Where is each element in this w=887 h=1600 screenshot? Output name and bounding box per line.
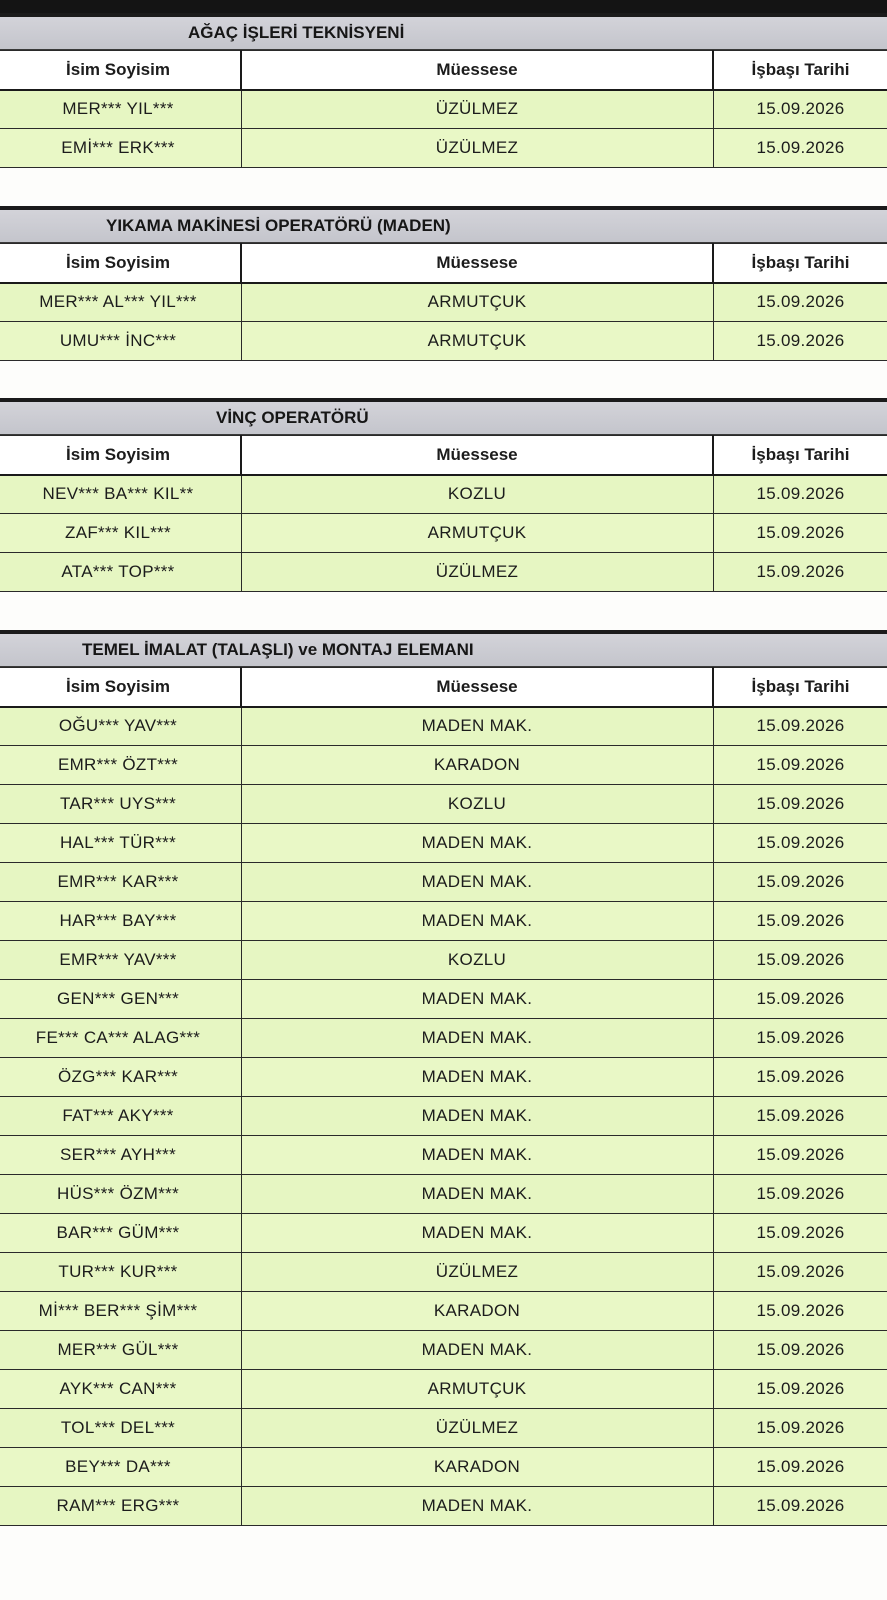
cell-name: ÖZG*** KAR*** xyxy=(0,1058,241,1097)
cell-institution: ÜZÜLMEZ xyxy=(241,129,713,168)
cell-name: ZAF*** KIL*** xyxy=(0,514,241,553)
cell-institution: MADEN MAK. xyxy=(241,980,713,1019)
cell-date: 15.09.2026 xyxy=(713,1448,887,1487)
table-row xyxy=(0,902,887,941)
header-start-date: İşbaşı Tarihi xyxy=(713,436,887,475)
section-title xyxy=(0,206,887,243)
cell-institution: MADEN MAK. xyxy=(241,1019,713,1058)
cell-date: 15.09.2026 xyxy=(713,322,887,361)
personnel-table xyxy=(0,50,887,168)
header-institution: Müessese xyxy=(241,51,713,90)
table-row xyxy=(0,1097,887,1136)
cell-institution: ARMUTÇUK xyxy=(241,1370,713,1409)
table-header-row xyxy=(0,436,887,475)
table-row xyxy=(0,514,887,553)
cell-institution: ÜZÜLMEZ xyxy=(241,553,713,592)
table-row xyxy=(0,1409,887,1448)
section-agac-isleri xyxy=(0,13,887,168)
table-row xyxy=(0,1175,887,1214)
table-header-row xyxy=(0,51,887,90)
table-row xyxy=(0,707,887,746)
cell-name: GEN*** GEN*** xyxy=(0,980,241,1019)
table-row xyxy=(0,785,887,824)
cell-institution: KOZLU xyxy=(241,941,713,980)
personnel-table xyxy=(0,243,887,361)
header-start-date: İşbaşı Tarihi xyxy=(713,51,887,90)
section-title xyxy=(0,398,887,435)
cell-date: 15.09.2026 xyxy=(713,707,887,746)
table-row xyxy=(0,129,887,168)
table-header-row xyxy=(0,244,887,283)
cell-name: EMR*** ÖZT*** xyxy=(0,746,241,785)
cell-name: MER*** YIL*** xyxy=(0,90,241,129)
cell-institution: MADEN MAK. xyxy=(241,1331,713,1370)
cell-institution: ÜZÜLMEZ xyxy=(241,1409,713,1448)
table-row xyxy=(0,1136,887,1175)
cell-name: HAR*** BAY*** xyxy=(0,902,241,941)
table-row xyxy=(0,553,887,592)
header-institution: Müessese xyxy=(241,668,713,707)
cell-name: EMİ*** ERK*** xyxy=(0,129,241,168)
section-yikama-makinesi xyxy=(0,206,887,361)
cell-name: ATA*** TOP*** xyxy=(0,553,241,592)
header-start-date: İşbaşı Tarihi xyxy=(713,668,887,707)
cell-name: MER*** GÜL*** xyxy=(0,1331,241,1370)
table-row xyxy=(0,1370,887,1409)
cell-date: 15.09.2026 xyxy=(713,1331,887,1370)
table-row xyxy=(0,283,887,322)
cell-name: BEY*** DA*** xyxy=(0,1448,241,1487)
cell-name: EMR*** KAR*** xyxy=(0,863,241,902)
cell-institution: MADEN MAK. xyxy=(241,1058,713,1097)
cell-name: TOL*** DEL*** xyxy=(0,1409,241,1448)
cell-institution: MADEN MAK. xyxy=(241,824,713,863)
cell-name: Mİ*** BER*** ŞİM*** xyxy=(0,1292,241,1331)
section-vinc-operatoru xyxy=(0,398,887,592)
table-row xyxy=(0,824,887,863)
header-institution: Müessese xyxy=(241,244,713,283)
cell-name: AYK*** CAN*** xyxy=(0,1370,241,1409)
cell-date: 15.09.2026 xyxy=(713,1292,887,1331)
cell-date: 15.09.2026 xyxy=(713,902,887,941)
cell-institution: ÜZÜLMEZ xyxy=(241,1253,713,1292)
cell-date: 15.09.2026 xyxy=(713,746,887,785)
header-name: İsim Soyisim xyxy=(0,668,241,707)
section-title-text: TEMEL İMALAT (TALAŞLI) ve MONTAJ ELEMANI xyxy=(82,640,474,659)
cell-date: 15.09.2026 xyxy=(713,1175,887,1214)
table-row xyxy=(0,1292,887,1331)
section-title-text: AĞAÇ İŞLERİ TEKNİSYENİ xyxy=(188,23,405,42)
cell-name: HAL*** TÜR*** xyxy=(0,824,241,863)
cell-name: TUR*** KUR*** xyxy=(0,1253,241,1292)
cell-name: OĞU*** YAV*** xyxy=(0,707,241,746)
table-row xyxy=(0,1487,887,1526)
cell-institution: MADEN MAK. xyxy=(241,1487,713,1526)
personnel-table xyxy=(0,435,887,592)
cell-date: 15.09.2026 xyxy=(713,1370,887,1409)
section-title xyxy=(0,630,887,667)
table-row xyxy=(0,322,887,361)
cell-institution: MADEN MAK. xyxy=(241,1214,713,1253)
scan-top-edge xyxy=(0,0,887,13)
cell-name: BAR*** GÜM*** xyxy=(0,1214,241,1253)
cell-date: 15.09.2026 xyxy=(713,129,887,168)
cell-name: FAT*** AKY*** xyxy=(0,1097,241,1136)
section-title-text: VİNÇ OPERATÖRÜ xyxy=(216,408,369,427)
section-title-text: YIKAMA MAKİNESİ OPERATÖRÜ (MADEN) xyxy=(106,216,451,235)
table-row xyxy=(0,1448,887,1487)
table-row xyxy=(0,1214,887,1253)
cell-institution: MADEN MAK. xyxy=(241,1175,713,1214)
cell-date: 15.09.2026 xyxy=(713,824,887,863)
table-row xyxy=(0,90,887,129)
cell-institution: KARADON xyxy=(241,1448,713,1487)
cell-institution: KOZLU xyxy=(241,475,713,514)
section-title xyxy=(0,13,887,50)
cell-institution: MADEN MAK. xyxy=(241,1136,713,1175)
cell-name: EMR*** YAV*** xyxy=(0,941,241,980)
cell-date: 15.09.2026 xyxy=(713,1487,887,1526)
cell-date: 15.09.2026 xyxy=(713,514,887,553)
cell-date: 15.09.2026 xyxy=(713,1097,887,1136)
cell-date: 15.09.2026 xyxy=(713,1409,887,1448)
cell-date: 15.09.2026 xyxy=(713,1136,887,1175)
table-row xyxy=(0,863,887,902)
header-name: İsim Soyisim xyxy=(0,51,241,90)
table-row xyxy=(0,746,887,785)
cell-institution: MADEN MAK. xyxy=(241,902,713,941)
cell-date: 15.09.2026 xyxy=(713,283,887,322)
cell-date: 15.09.2026 xyxy=(713,863,887,902)
cell-date: 15.09.2026 xyxy=(713,980,887,1019)
cell-institution: MADEN MAK. xyxy=(241,707,713,746)
cell-date: 15.09.2026 xyxy=(713,785,887,824)
header-start-date: İşbaşı Tarihi xyxy=(713,244,887,283)
cell-name: HÜS*** ÖZM*** xyxy=(0,1175,241,1214)
section-temel-imalat xyxy=(0,630,887,1526)
header-name: İsim Soyisim xyxy=(0,436,241,475)
table-header-row xyxy=(0,668,887,707)
cell-institution: KOZLU xyxy=(241,785,713,824)
table-row xyxy=(0,475,887,514)
cell-name: MER*** AL*** YIL*** xyxy=(0,283,241,322)
table-row xyxy=(0,1058,887,1097)
cell-date: 15.09.2026 xyxy=(713,1058,887,1097)
personnel-table xyxy=(0,667,887,1526)
cell-date: 15.09.2026 xyxy=(713,90,887,129)
header-name: İsim Soyisim xyxy=(0,244,241,283)
cell-institution: ARMUTÇUK xyxy=(241,283,713,322)
cell-institution: MADEN MAK. xyxy=(241,863,713,902)
cell-name: NEV*** BA*** KIL** xyxy=(0,475,241,514)
cell-name: SER*** AYH*** xyxy=(0,1136,241,1175)
cell-institution: ÜZÜLMEZ xyxy=(241,90,713,129)
cell-date: 15.09.2026 xyxy=(713,553,887,592)
cell-date: 15.09.2026 xyxy=(713,941,887,980)
cell-institution: ARMUTÇUK xyxy=(241,322,713,361)
cell-date: 15.09.2026 xyxy=(713,475,887,514)
cell-name: TAR*** UYS*** xyxy=(0,785,241,824)
cell-date: 15.09.2026 xyxy=(713,1214,887,1253)
cell-institution: KARADON xyxy=(241,746,713,785)
cell-name: UMU*** İNC*** xyxy=(0,322,241,361)
cell-institution: ARMUTÇUK xyxy=(241,514,713,553)
header-institution: Müessese xyxy=(241,436,713,475)
cell-institution: MADEN MAK. xyxy=(241,1097,713,1136)
table-row xyxy=(0,980,887,1019)
table-row xyxy=(0,941,887,980)
table-row xyxy=(0,1253,887,1292)
cell-institution: KARADON xyxy=(241,1292,713,1331)
cell-date: 15.09.2026 xyxy=(713,1019,887,1058)
cell-name: FE*** CA*** ALAG*** xyxy=(0,1019,241,1058)
table-row xyxy=(0,1331,887,1370)
table-row xyxy=(0,1019,887,1058)
cell-name: RAM*** ERG*** xyxy=(0,1487,241,1526)
cell-date: 15.09.2026 xyxy=(713,1253,887,1292)
